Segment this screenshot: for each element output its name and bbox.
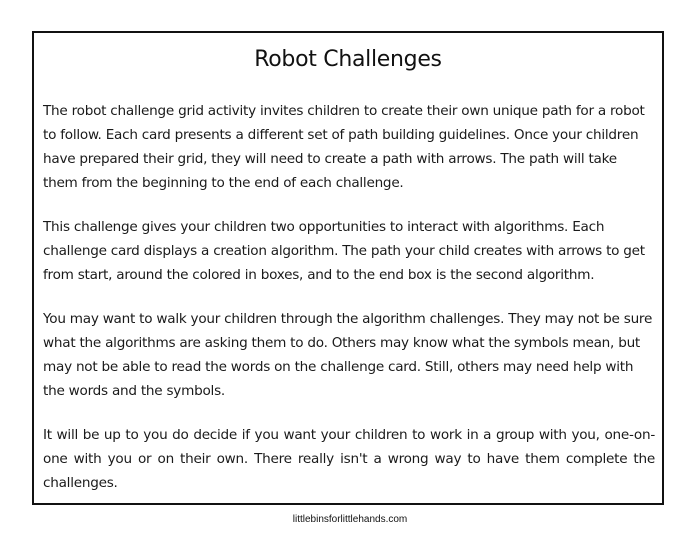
document-title: Robot Challenges [254,47,442,72]
document-frame [32,31,664,505]
paragraph-guidance: You may want to walk your children through the algorithm challenges. They may not be sure what the algorithms are asking them to do. Others may know what the symbols mean, but may not be able to read the words on the challenge card. Still, others may need help with the words and the symbols. [43,311,653,399]
paragraph-grouping: It will be up to you do decide if you want your children to work in a group with you, one-on-one with you or on their own. There really isn't a wrong way to have them complete the challenges. [43,427,655,491]
paragraph-intro: The robot challenge grid activity invites children to create their own unique path for a robot to follow. Each card presents a different set of path building guidelines. Once your children have prepared their grid, they will need to create a path with arrows. The path will take them from the beginning to the end of each challenge. [43,103,645,191]
footer-url: littlebinsforlittlehands.com [292,514,408,525]
paragraph-algorithms: This challenge gives your children two opportunities to interact with algorithms. Each challenge card displays a creation algorithm. The path your child creates with arrows to get from start, around the colored in boxes, and to the end box is the second algorithm. [43,219,645,283]
document-body [43,99,655,515]
